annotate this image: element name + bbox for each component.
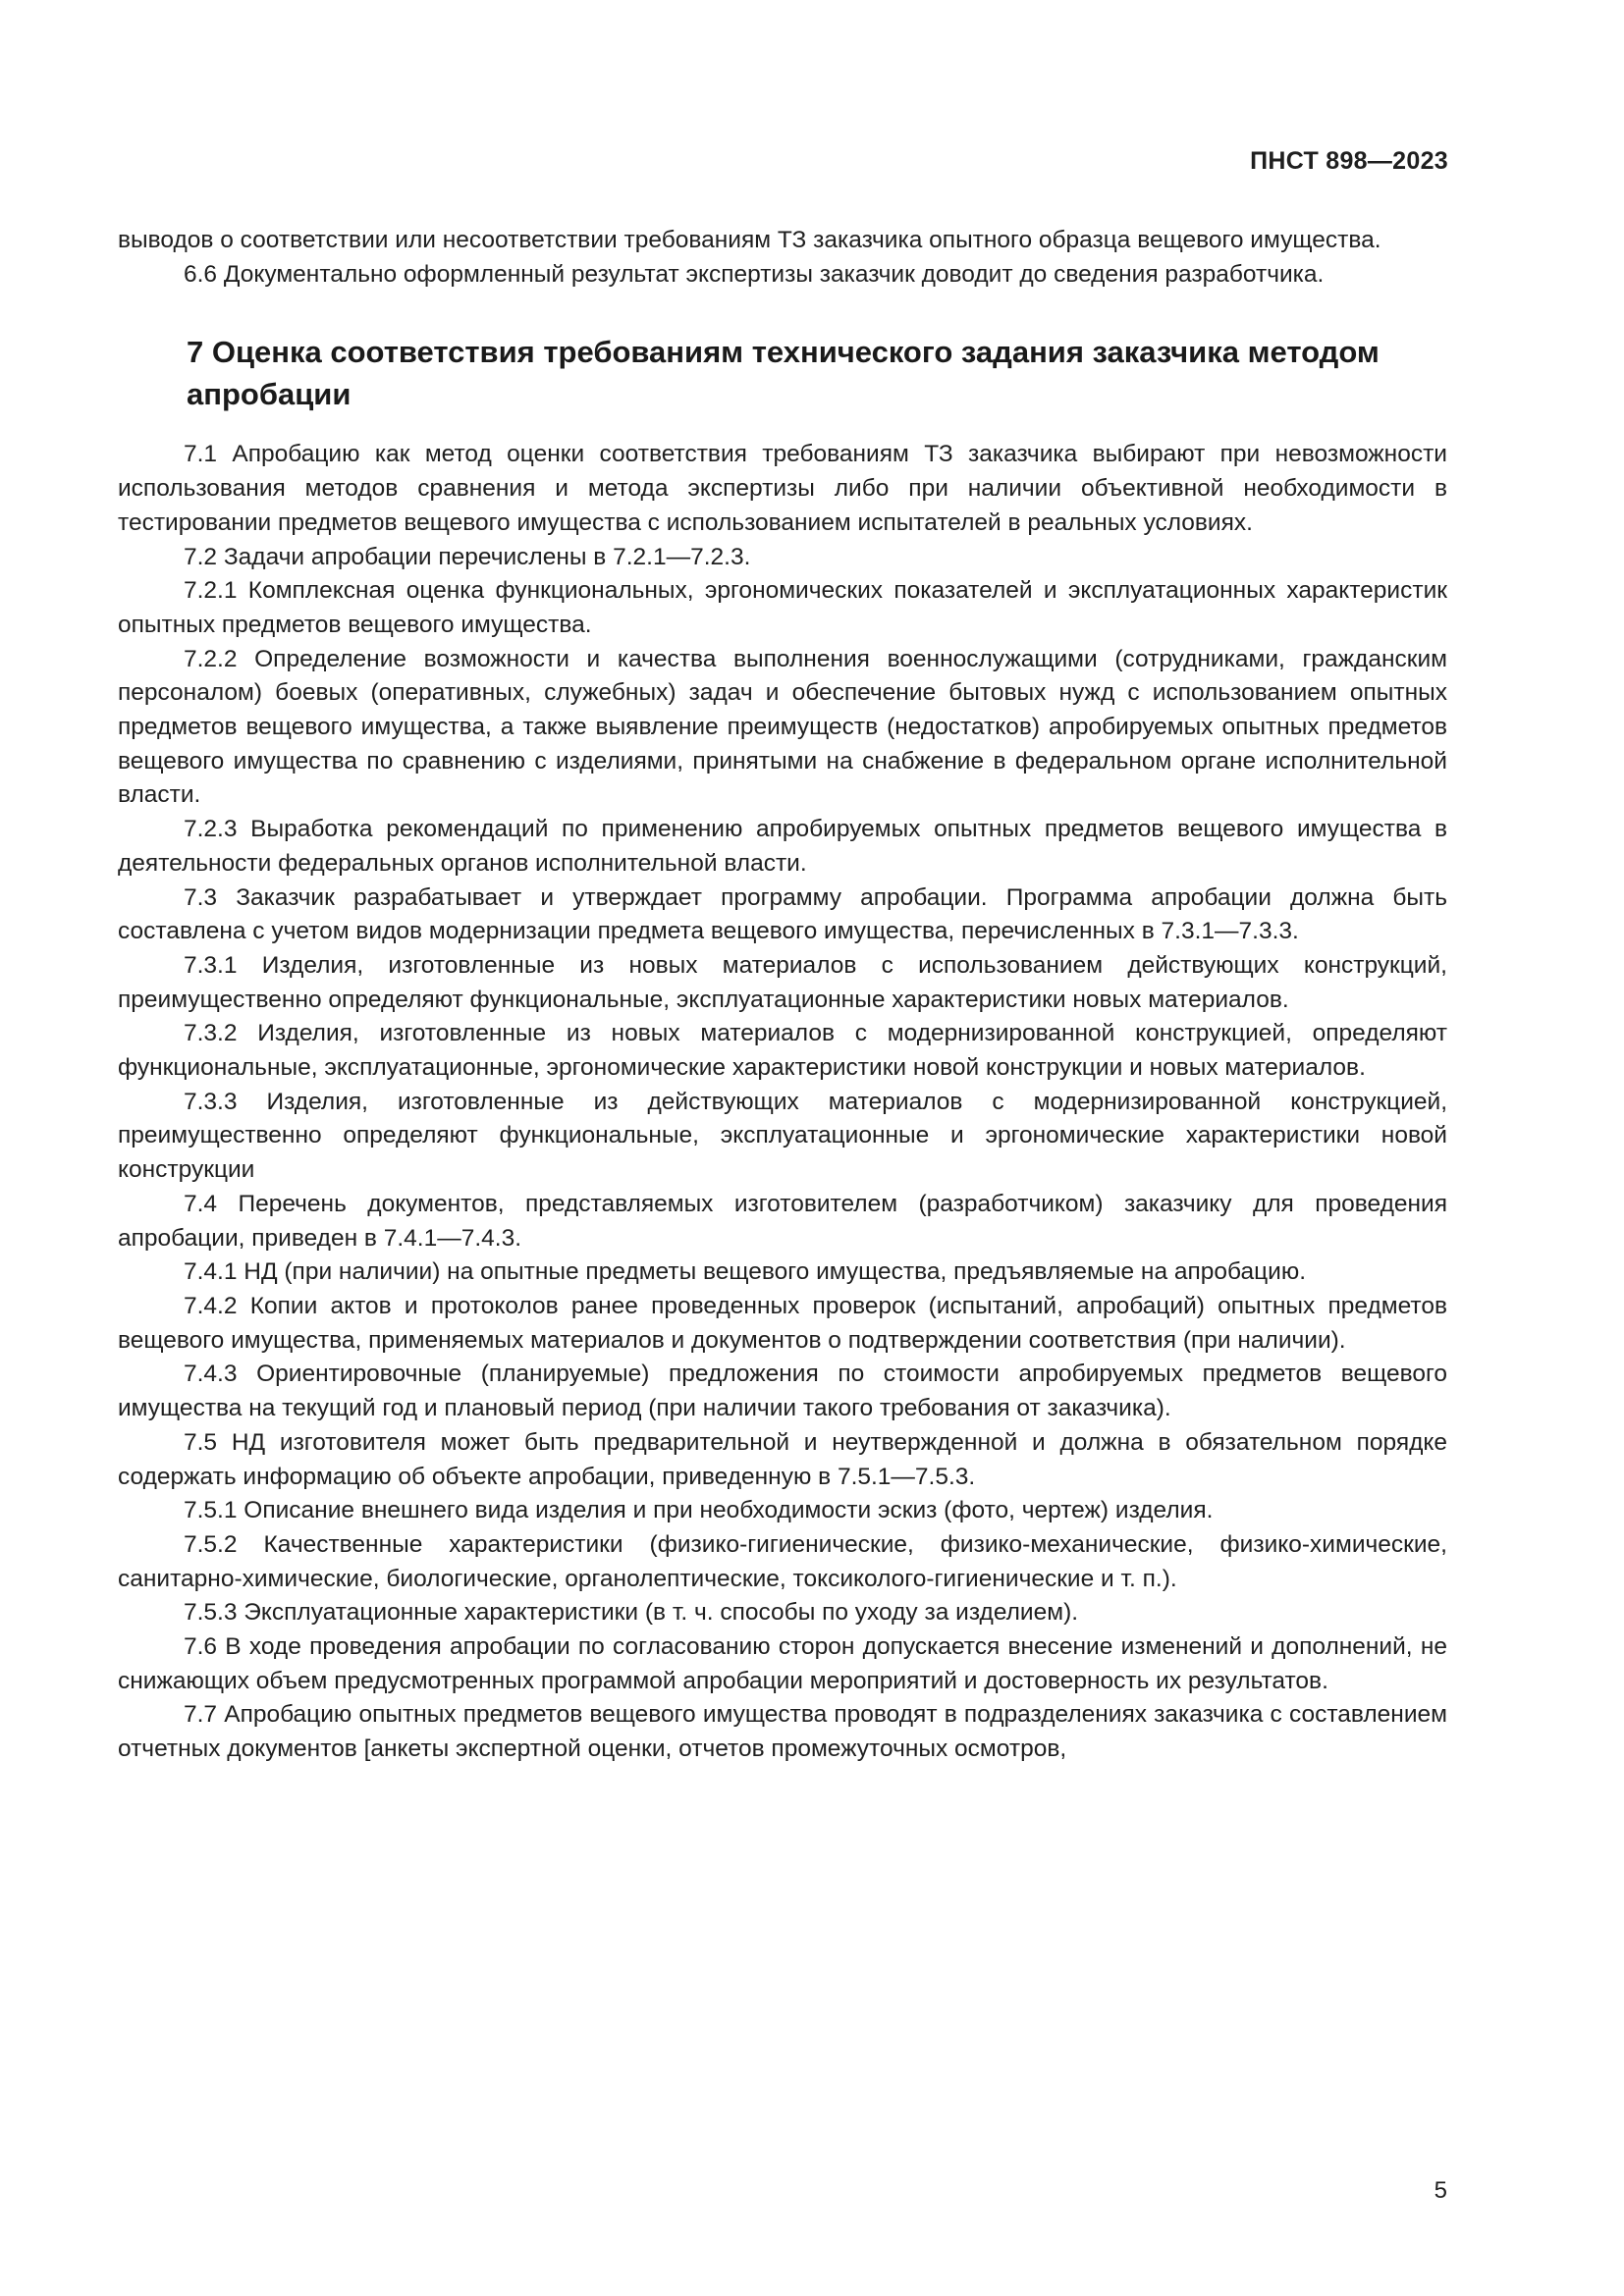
paragraph-7-7: 7.7 Апробацию опытных предметов вещевого имущества проводят в подразделениях заказчика с составлением отчетных документов [анкеты экспертной оценки, отчетов промежуточных осмотров, [118,1701,1447,1763]
paragraph-7-2-1: 7.2.1 Комплексная оценка функциональных, эргономических показателей и эксплуатационных характеристик опытных предметов вещевого имущества. [118,577,1447,638]
paragraph-7-3: 7.3 Заказчик разрабатывает и утверждает программу апробации. Программа апробации должна быть составлена с учетом видов модернизации предмета вещевого имущества, перечисленных в 7.3.1—7.3.3. [118,883,1447,945]
page-number: 5 [1434,2177,1447,2204]
paragraph-7-4-2: 7.4.2 Копии актов и протоколов ранее проведенных проверок (испытаний, апробаций) опытных предметов вещевого имущества, применяемых материалов и документов о подтверждении соответствия (при наличии). [118,1292,1447,1354]
paragraph-7-2-3: 7.2.3 Выработка рекомендаций по применению апробируемых опытных предметов вещевого имущества в деятельности федеральных органов исполнительной власти. [118,816,1447,877]
page-content [118,224,1447,1767]
paragraph-7-6: 7.6 В ходе проведения апробации по согласованию сторон допускается внесение изменений и дополнений, не снижающих объем предусмотренных программой апробации мероприятий и достоверность их результатов. [118,1633,1447,1694]
paragraph-7-5-1: 7.5.1 Описание внешнего вида изделия и при необходимости эскиз (фото, чертеж) изделия. [184,1497,1214,1524]
paragraph-7-3-2: 7.3.2 Изделия, изготовленные из новых материалов с модернизированной конструкцией, определяют функциональные, эксплуатационные, эргономические характеристики новой конструкции и новых материалов. [118,1020,1447,1082]
paragraph-7-5-3: 7.5.3 Эксплуатационные характеристики (в т. ч. способы по уходу за изделием). [184,1599,1079,1627]
paragraph-7-4-1: 7.4.1 НД (при наличии) на опытные предметы вещевого имущества, предъявляемые на апробацию. [184,1258,1307,1286]
paragraph-7-2-2: 7.2.2 Определение возможности и качества выполнения военнослужащими (сотрудниками, гражданским персоналом) боевых (оперативных, служебных) задач и обеспечение бытовых нужд с использованием опытных предметов вещевого имущества, а также выявление преимуществ (недостатков) апробируемых опытных предметов вещевого имущества по сравнению с изделиями, принятыми на снабжение в федеральном органе исполнительной власти. [118,645,1447,809]
paragraph-7-3-1: 7.3.1 Изделия, изготовленные из новых материалов с использованием действующих конструкций, преимущественно определяют функциональные, эксплуатационные характеристики новых материалов. [118,951,1447,1013]
paragraph-7-5: 7.5 НД изготовителя может быть предварительной и неутвержденной и должна в обязательном порядке содержать информацию об объекте апробации, приведенную в 7.5.1—7.5.3. [118,1428,1447,1490]
paragraph-7-2: 7.2 Задачи апробации перечислены в 7.2.1—7.2.3. [184,543,751,570]
paragraph-continuation: выводов о соответствии или несоответствии требованиям ТЗ заказчика опытного образца вещевого имущества. [118,227,1381,253]
paragraph-6-6: 6.6 Документально оформленный результат экспертизы заказчик доводит до сведения разработчика. [184,260,1325,288]
paragraph-7-1: 7.1 Апробацию как метод оценки соответствия требованиям ТЗ заказчика выбирают при невозможности использования методов сравнения и метода экспертизы либо при наличии объективной необходимости в тестировании предметов вещевого имущества с использованием испытателей в реальных условиях. [118,441,1447,536]
paragraph-7-4: 7.4 Перечень документов, представляемых изготовителем (разработчиком) заказчику для проведения апробации, приведен в 7.4.1—7.4.3. [118,1190,1447,1252]
section-7-title: 7 Оценка соответствия требованиям технического задания заказчика методом апробации [187,335,1380,412]
paragraph-7-3-3: 7.3.3 Изделия, изготовленные из действующих материалов с модернизированной конструкцией, преимущественно определяют функциональные, эксплуатационные и эргономические характеристики новой конструкции [118,1088,1447,1184]
paragraph-7-5-2: 7.5.2 Качественные характеристики (физико-гигиенические, физико-механические, физико-химические, санитарно-химические, биологические, органолептические, токсиколого-гигиенические и т. п.). [118,1530,1447,1592]
document-code: ПНСТ 898—2023 [1250,147,1448,175]
paragraph-7-4-3: 7.4.3 Ориентировочные (планируемые) предложения по стоимости апробируемых предметов вещевого имущества на текущий год и плановый период (при наличии такого требования от заказчика). [118,1361,1447,1422]
